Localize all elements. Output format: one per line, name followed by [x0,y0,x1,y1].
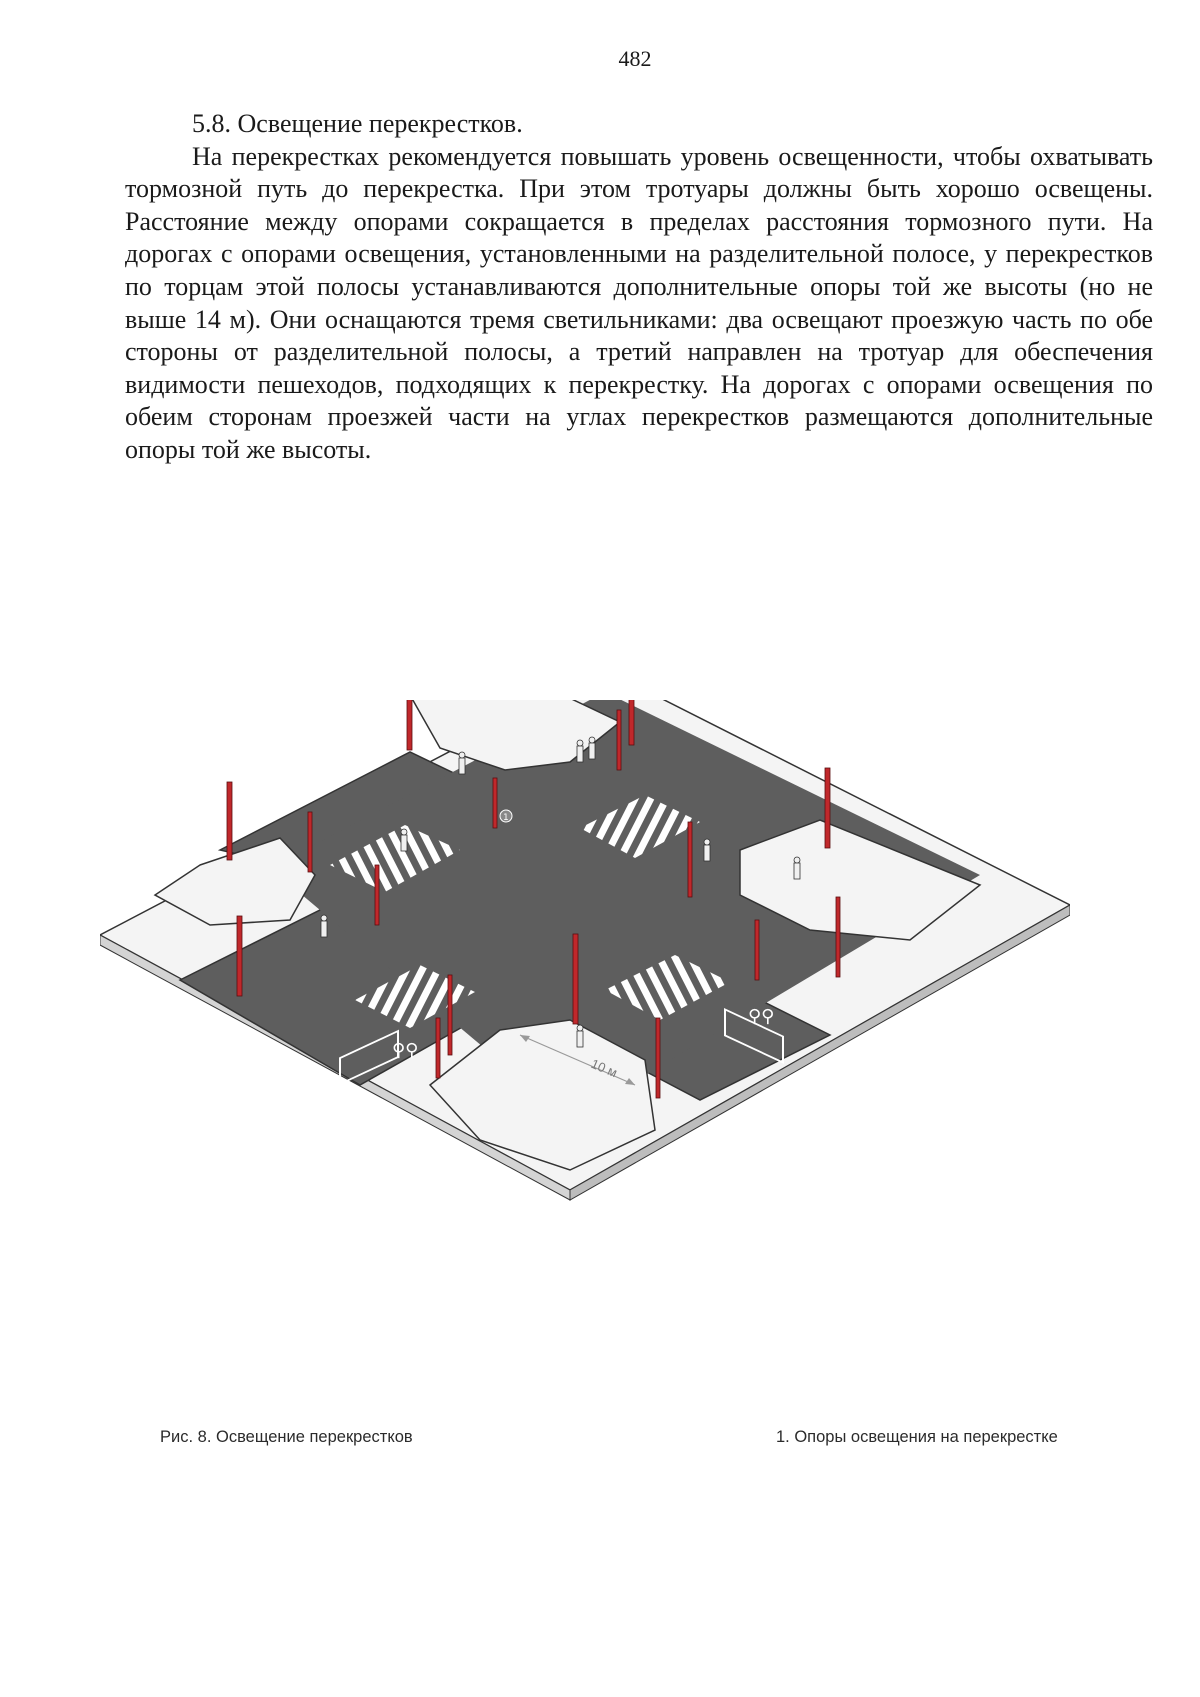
callout-number: 1 [503,813,509,823]
light-pole [436,1018,440,1078]
pedestrian-icon [794,857,800,879]
light-pole [407,700,412,750]
dimension-label: 10 м [588,1055,620,1081]
light-pole [573,934,578,1024]
pedestrian-icon [577,1025,583,1047]
pedestrian-icon [401,829,407,851]
light-pole [656,1018,660,1098]
light-pole [617,710,621,770]
body-paragraph: На перекрестках рекомендуется повышать уровень освещенности, чтобы охватывать тормозной путь до перекрестка. При этом тротуары должны быть хорошо освещены. Расстояние между опорами сокращается в пределах расстояния тормозного пути. На дорогах с опорами освещения, установленными на разделительной полосе, у перекрестков по торцам этой полосы устанавливаются дополнительные опоры той же высоты (но не выше 14 м). Они оснащаются тремя светильниками: два освещают проезжую часть по обе стороны от разделительной полосы, а третий направлен на тротуар для обеспечения видимости пешеходов, подходящих к перекрестку. На дорогах с опорами освещения по обеим сторонам проезжей части на углах перекрестков размещаются дополнительные опоры той же высоты. [125,141,1153,464]
pedestrian-icon [321,915,327,937]
light-pole [825,768,830,848]
light-pole [755,920,759,980]
light-pole [227,782,232,860]
light-pole [237,916,242,996]
pedestrian-icon [704,839,710,861]
bicycle-icon: ⚲⚲ [748,1006,775,1027]
light-pole [688,822,692,897]
pedestrian-icon [577,740,583,762]
text-block [125,108,1153,467]
light-pole [493,778,497,828]
section-heading: 5.8. Освещение перекрестков. [192,109,523,138]
light-pole [375,865,379,925]
light-pole [308,812,312,872]
pedestrian-icon [589,737,595,759]
light-pole [836,897,840,977]
light-pole [629,700,634,745]
intersection-illustration [100,700,1070,1300]
bicycle-icon: ⚲⚲ [392,1040,419,1061]
intersection-drawing [100,700,1070,1300]
figure-caption: Рис. 8. Освещение перекрестков [160,1428,413,1446]
pedestrian-icon [459,752,465,774]
figure-legend: 1. Опоры освещения на перекрестке [776,1428,1058,1446]
light-pole [448,975,452,1055]
page-number: 482 [618,46,652,71]
